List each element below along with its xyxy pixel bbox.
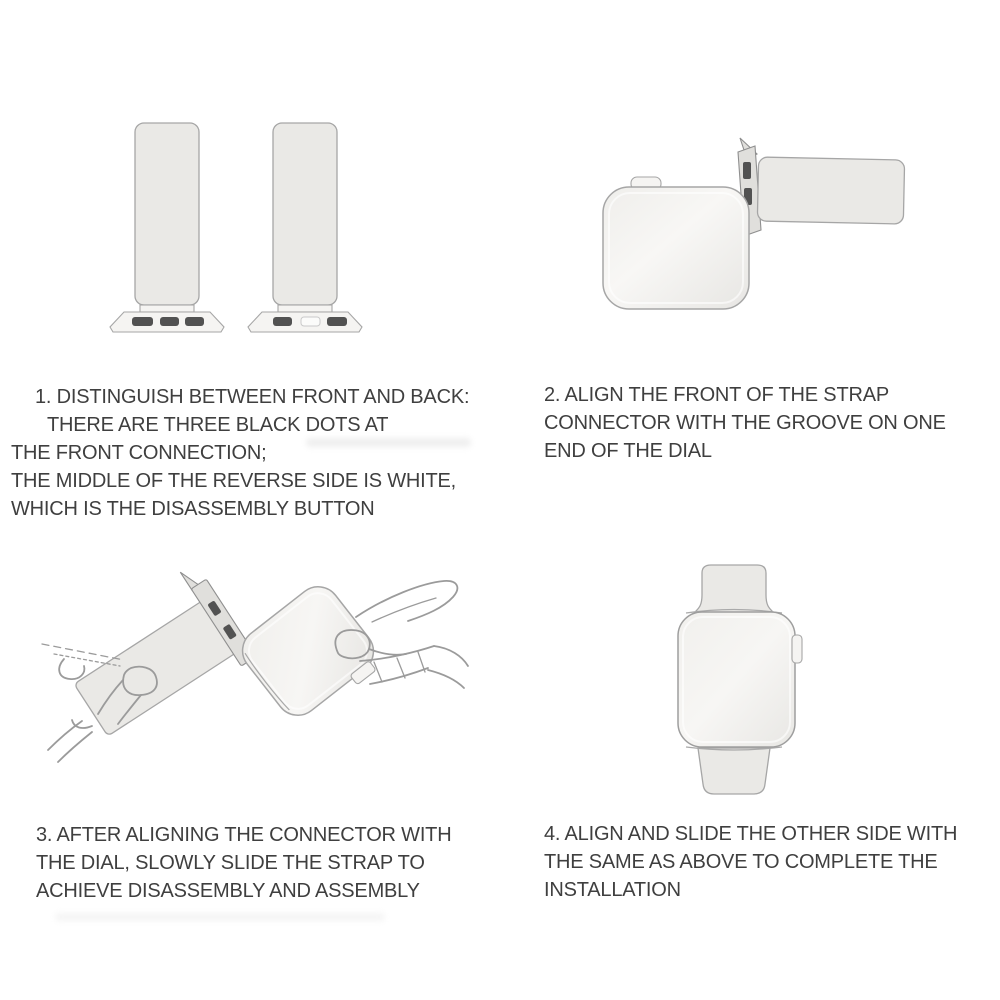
finger-outline	[356, 581, 457, 621]
fingertip	[59, 659, 84, 679]
step4-line: INSTALLATION	[544, 879, 681, 901]
watch-case	[678, 612, 795, 747]
step4-line: THE SAME AS ABOVE TO COMPLETE THE	[544, 851, 938, 873]
watermark-smudge	[55, 913, 385, 921]
step2-line: CONNECTOR WITH THE GROOVE ON ONE	[544, 412, 946, 434]
step3-line: THE DIAL, SLOWLY SLIDE THE STRAP TO	[36, 852, 425, 874]
strap-back	[248, 123, 362, 332]
step2-caption	[544, 381, 946, 465]
strap-front-neck	[140, 305, 194, 312]
step3-line: 3. AFTER ALIGNING THE CONNECTOR WITH	[36, 824, 452, 846]
connector-slot	[743, 162, 751, 179]
watch-body-side	[603, 177, 749, 309]
step1-line: WHICH IS THE DISASSEMBLY BUTTON	[11, 498, 375, 520]
strap-back-neck	[278, 305, 332, 312]
figure-align-connector	[595, 130, 915, 360]
step4-caption	[544, 820, 957, 904]
figure-front-back-comparison	[100, 115, 370, 345]
watch-crown	[792, 635, 802, 663]
step1-caption	[11, 383, 469, 523]
front-connector-dot	[185, 317, 204, 326]
watermark-smudge	[306, 438, 471, 447]
wrist-line	[428, 670, 464, 688]
step1-line: 1. DISTINGUISH BETWEEN FRONT AND BACK:	[35, 386, 470, 408]
step1-line: THE FRONT CONNECTION;	[11, 442, 267, 464]
finger-line	[370, 668, 428, 684]
strap-segment	[757, 157, 904, 224]
disassembly-button	[301, 317, 320, 326]
step2-line: END OF THE DIAL	[544, 440, 712, 462]
figure-completed-watch	[670, 555, 815, 805]
strap-front	[110, 123, 224, 332]
strap-in-hand	[54, 562, 256, 747]
step1-line: THE MIDDLE OF THE REVERSE SIDE IS WHITE,	[11, 470, 457, 492]
hand-edge	[434, 646, 468, 666]
step1-line: THERE ARE THREE BLACK DOTS AT	[47, 414, 389, 436]
bottom-strap	[698, 748, 770, 794]
back-connector-dot	[327, 317, 347, 326]
step3-line: ACHIEVE DISASSEMBLY AND ASSEMBLY	[36, 880, 420, 902]
finger-sketch-line	[42, 644, 124, 660]
front-connector-dot	[132, 317, 153, 326]
step3-caption	[36, 821, 451, 905]
step2-line: 2. ALIGN THE FRONT OF THE STRAP	[544, 384, 889, 406]
back-connector-dot	[273, 317, 292, 326]
front-connector-dot	[160, 317, 179, 326]
top-strap	[696, 565, 772, 613]
watch-case	[234, 578, 383, 724]
step4-line: 4. ALIGN AND SLIDE THE OTHER SIDE WITH	[544, 823, 958, 845]
watch-case	[603, 187, 749, 309]
strap-back-body	[273, 123, 337, 305]
strap-front-body	[135, 123, 199, 305]
thumb-edge	[369, 649, 406, 655]
figure-slide-strap	[20, 560, 500, 800]
